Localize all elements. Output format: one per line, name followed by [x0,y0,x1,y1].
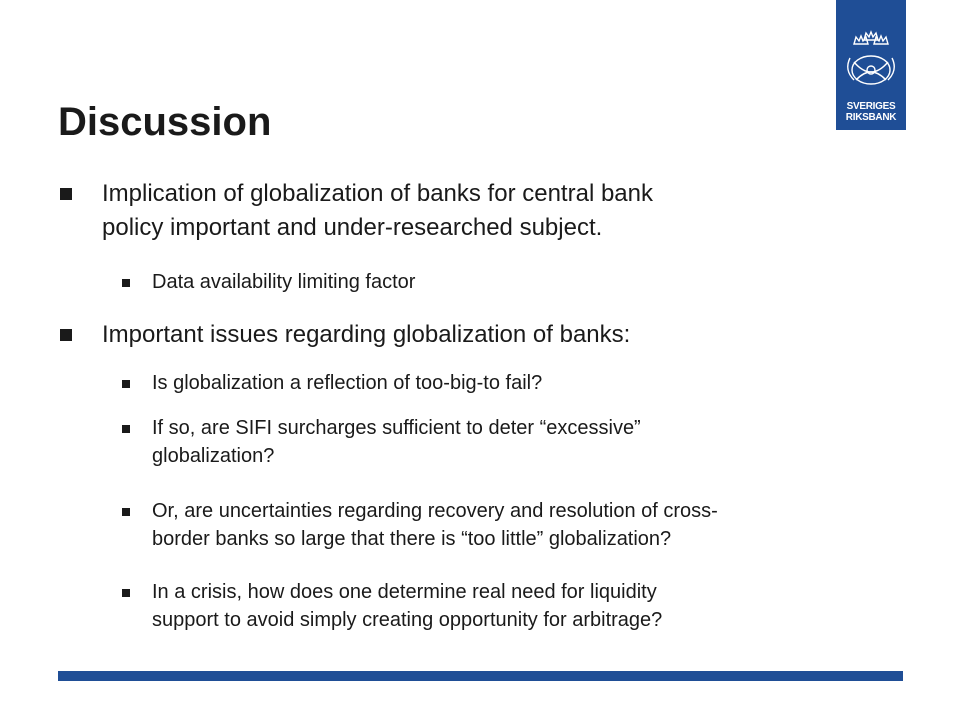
square-bullet-icon [60,188,72,200]
slide-title: Discussion [58,100,272,144]
bullet-item [60,177,850,245]
bullet-text-line: Implication of globalization of banks for central bank [102,180,653,207]
bullet-text-line: If so, are SIFI surcharges sufficient to deter “excessive” [152,417,641,439]
sub-bullet-item [122,578,922,634]
bullet-text-line: globalization? [152,445,275,467]
square-bullet-icon [122,380,130,388]
square-bullet-icon [122,508,130,516]
logo-text-riksbank: RIKSBANK [845,112,897,123]
sub-bullet-item [122,414,922,470]
square-bullet-icon [122,425,130,433]
bullet-text-line: policy important and under-researched subject. [102,214,603,241]
bullet-item [60,318,850,352]
sub-bullet-item [122,268,922,296]
bullet-text-line: Important issues regarding globalization of banks: [102,321,631,348]
bullet-text-line: support to avoid simply creating opportunity for arbitrage? [152,609,663,631]
logo-text-sveriges: SVERIGES [846,101,896,112]
sub-bullet-item [122,497,922,553]
bullet-text-line: Data availability limiting factor [152,271,416,293]
sub-bullet-item [122,369,922,397]
bullet-text-line: Is globalization a reflection of too-big-to fail? [152,372,543,394]
bullet-text-line: Or, are uncertainties regarding recovery and resolution of cross- [152,500,718,522]
square-bullet-icon [122,279,130,287]
bullet-text-line: In a crisis, how does one determine real need for liquidity [152,581,657,603]
square-bullet-icon [60,329,72,341]
footer-bar [58,671,903,681]
bullet-text-line: border banks so large that there is “too little” globalization? [152,528,672,550]
square-bullet-icon [122,589,130,597]
